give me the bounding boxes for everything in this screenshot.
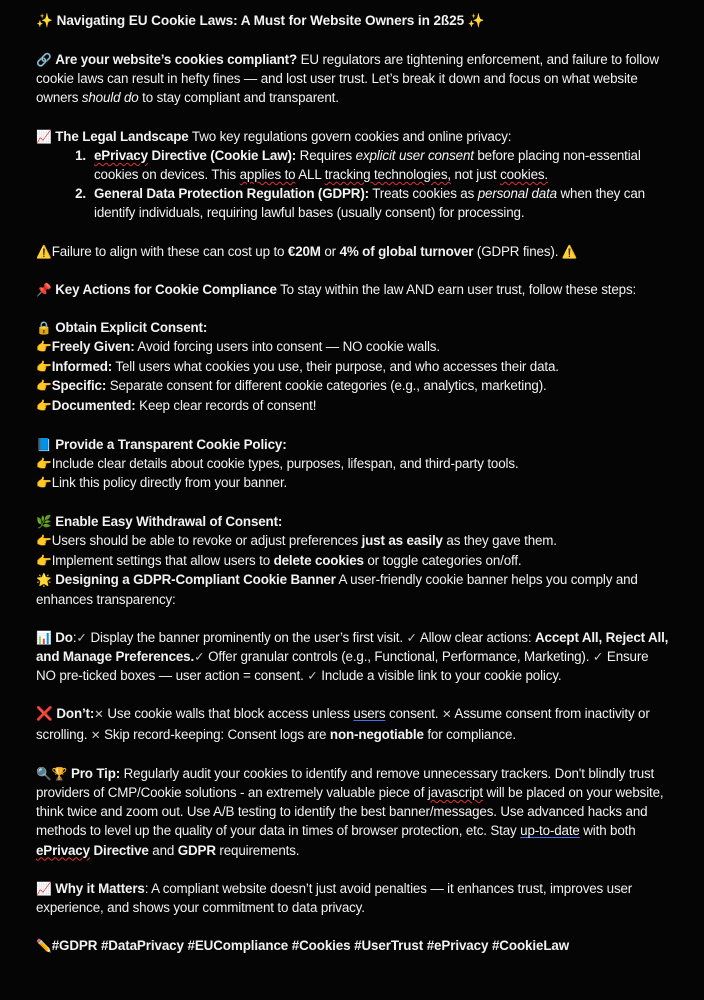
intro-body-2: to stay compliant and transparent. xyxy=(138,90,339,106)
hashtags-text: #GDPR #DataPrivacy #EUCompliance #Cookies #UserTrust #ePrivacy #CookieLaw xyxy=(51,938,570,954)
list-item xyxy=(66,184,670,222)
blue-book-icon: 📘 xyxy=(36,436,52,452)
rule-2-title: General Data Protection Regulation (GDPR): xyxy=(94,186,369,202)
legal-landscape-lead: Two key regulations govern cookies and online privacy: xyxy=(188,128,512,144)
rule-2-text-2: when they can identify individuals, requiring lawful bases (usually consent) for processing. xyxy=(94,186,645,221)
herb-icon: 🌿 xyxy=(36,514,52,529)
do-item-5: Include a visible link to your cookie policy. xyxy=(317,668,562,684)
glowing-star-icon: 🌟 xyxy=(36,572,52,588)
dont-item-1a: Use cookie walls that block access unless xyxy=(103,706,354,722)
why-it-matters-heading: Why it Matters xyxy=(55,880,145,896)
chart-increasing-icon: 📈 xyxy=(36,880,52,896)
pushpin-icon: 📌 xyxy=(36,281,52,297)
policy-item-text: Include clear details about cookie types, purposes, lifespan, and third-party tools. xyxy=(51,455,519,471)
pro-tip-link-uptodate[interactable]: up-to-date xyxy=(520,823,580,839)
rule-1-title-spell: ePrivacy xyxy=(94,147,148,163)
rule-1-title-rest: Directive (Cookie Law): xyxy=(147,147,297,163)
check-icon: ✓ xyxy=(307,668,318,684)
pointing-finger-icon: 👉 xyxy=(36,533,52,549)
key-actions-title: Key Actions for Cookie Compliance xyxy=(55,281,277,297)
hashtags-line xyxy=(36,936,670,955)
warning-icon-right: ⚠️ xyxy=(561,243,578,259)
rule-1-text-4: not just xyxy=(450,167,501,183)
pointing-finger-icon: 👉 xyxy=(36,455,52,471)
list-item xyxy=(36,376,670,396)
list-item xyxy=(36,337,670,357)
check-icon: ✓ xyxy=(76,629,87,645)
pro-tip-label: Pro Tip: xyxy=(70,765,121,781)
rule-1-text-2: before placing non-essential cookies on devices. This xyxy=(94,147,641,183)
list-item xyxy=(66,146,670,184)
check-icon: ✓ xyxy=(194,649,205,664)
intro-lead: Are your website’s cookies compliant? xyxy=(55,52,298,67)
pointing-finger-icon: 👉 xyxy=(36,339,52,355)
pro-tip-spell-javascript: javascript xyxy=(427,785,483,801)
pro-tip-bold-directive: Directive xyxy=(89,842,149,858)
do-colon: : xyxy=(72,629,77,645)
withdrawal-heading-text: Enable Easy Withdrawal of Consent: xyxy=(55,514,283,529)
rule-1-spell-b: tracking technologies, xyxy=(324,167,451,183)
x-icon: ✕ xyxy=(94,707,104,722)
consent-item-text: Avoid forcing users into consent — NO cookie walls. xyxy=(134,339,440,355)
rule-1-text-3: ALL xyxy=(295,167,325,183)
do-paragraph xyxy=(36,628,670,686)
fines-text-3: (GDPR fines). xyxy=(473,243,562,259)
consent-item-text: Keep clear records of consent! xyxy=(135,398,317,414)
pointing-finger-icon: 👉 xyxy=(36,378,52,394)
lock-icon: 🔒 xyxy=(36,320,52,336)
pro-tip-text-5: requirements. xyxy=(215,842,300,858)
dont-item-3b: for compliance. xyxy=(423,726,516,742)
dont-item-2: Assume consent from inactivity or scrolling. xyxy=(36,706,650,742)
pro-tip-text-1: Regularly audit your cookies to identify and remove unnecessary trackers. Don't blindly trust providers of CMP/Cookie solutions - an extremely valuable piece of xyxy=(36,765,655,801)
rule-1-spell-c: cookies. xyxy=(500,167,549,183)
list-item xyxy=(36,551,670,571)
dont-paragraph xyxy=(36,704,670,744)
do-label: Do xyxy=(55,629,73,645)
fines-warning xyxy=(36,242,670,261)
pro-tip-paragraph xyxy=(36,764,670,860)
intro-body-italic: should do xyxy=(81,90,139,106)
intro-body-1: EU regulators are tightening enforcement, and failure to follow cookie laws can result in hefty fines — and lost user trust. Let’s break it down and focus on what website owners xyxy=(36,52,659,106)
chart-increasing-icon: 📈 xyxy=(36,128,52,144)
do-item-2-bold: Accept All, Reject All, and Manage Preferences. xyxy=(36,629,669,664)
page-title xyxy=(36,11,670,31)
dont-item-link[interactable]: users xyxy=(353,706,386,722)
pencil-icon: ✏️ xyxy=(36,938,52,954)
dont-label: Don’t: xyxy=(56,706,95,722)
list-item xyxy=(36,454,670,474)
x-icon: ✕ xyxy=(90,727,101,742)
fines-text-1: Failure to align with these can cost up to xyxy=(51,243,288,259)
warning-icon-left: ⚠️ xyxy=(36,243,52,259)
withdrawal-item-text-2: as they gave them. xyxy=(442,533,557,549)
consent-heading xyxy=(36,318,670,337)
consent-item-text: Tell users what cookies you use, their purpose, and who accesses their data. xyxy=(112,358,559,374)
consent-item-label: Documented: xyxy=(51,398,136,414)
bar-chart-icon: 📊 xyxy=(36,629,52,645)
withdrawal-item-bold: just as easily xyxy=(361,533,443,549)
intro-paragraph xyxy=(36,50,670,108)
legal-landscape-heading xyxy=(36,127,670,146)
consent-item-label: Specific: xyxy=(51,378,107,394)
rule-1-text-1: Requires xyxy=(296,147,356,163)
pro-tip-bold-gdpr: GDPR xyxy=(177,842,216,858)
fines-amount: €20M xyxy=(287,243,321,259)
pro-tip-bold-eprivacy: ePrivacy xyxy=(36,842,90,858)
withdrawal-item-text-2: or toggle categories on/off. xyxy=(363,552,522,568)
policy-heading xyxy=(36,435,670,454)
consent-item-label: Freely Given: xyxy=(51,339,135,355)
trophy-icon: 🏆 xyxy=(51,765,68,781)
key-actions-heading xyxy=(36,280,670,299)
withdrawal-heading xyxy=(36,512,670,531)
x-icon: ✕ xyxy=(441,707,452,722)
page-title-text: Navigating EU Cookie Laws: A Must for Website Owners in 2ß25 xyxy=(56,13,465,28)
do-item-3: Offer granular controls (e.g., Functional, Performance, Marketing). xyxy=(204,649,593,664)
list-item xyxy=(36,357,670,377)
link-icon: 🔗 xyxy=(36,52,52,67)
pointing-finger-icon: 👉 xyxy=(36,475,52,491)
sparkles-icon-right: ✨ xyxy=(467,13,485,29)
consent-item-label: Informed: xyxy=(51,358,113,374)
pro-tip-text-2: will be placed on your website, think twice and zoom out. Use A/B testing to identify the best banner/messages. Use advanced hacks and methods to level up the quality of your data in times of browser protection, etc. Stay xyxy=(36,785,664,839)
dont-item-3-bold: non-negotiable xyxy=(329,726,424,742)
regulations-list xyxy=(36,146,670,223)
sparkles-icon: ✨ xyxy=(36,13,53,29)
pointing-finger-icon: 👉 xyxy=(36,358,52,374)
rule-1-spell-a: applies to xyxy=(239,167,296,183)
check-icon: ✓ xyxy=(592,649,604,664)
policy-heading-text: Provide a Transparent Cookie Policy: xyxy=(55,436,287,452)
pro-tip-text-4: and xyxy=(148,842,178,858)
fines-percent: 4% of global turnover xyxy=(339,243,474,259)
withdrawal-item-text-1: Implement settings that allow users to xyxy=(51,552,274,568)
policy-item-text: Link this policy directly from your banner. xyxy=(51,475,288,491)
banner-heading xyxy=(36,570,670,608)
do-item-2-text: Allow clear actions: xyxy=(417,629,536,645)
why-it-matters-paragraph xyxy=(36,879,670,917)
magnifying-glass-icon: 🔍 xyxy=(36,765,52,781)
dont-item-3a: Skip record-keeping: Consent logs are xyxy=(100,726,330,742)
legal-landscape-title: The Legal Landscape xyxy=(55,128,189,144)
banner-heading-text: Designing a GDPR-Compliant Cookie Banner xyxy=(55,572,336,588)
rule-2-text-1: Treats cookies as xyxy=(368,186,478,202)
do-item-4: Ensure NO pre-ticked boxes — user action = consent. xyxy=(36,649,649,684)
consent-heading-text: Obtain Explicit Consent: xyxy=(55,320,208,336)
fines-text-2: or xyxy=(320,243,340,259)
why-it-matters-text: : A compliant website doesn’t just avoid penalties — it enhances trust, improves user experience, and shows your commitment to data privacy. xyxy=(36,880,633,916)
rule-1-italic: explicit user consent xyxy=(355,147,474,163)
key-actions-lead: To stay within the law AND earn user trust, follow these steps: xyxy=(276,281,637,297)
pro-tip-text-3: with both xyxy=(579,823,636,839)
do-item-1: Display the banner prominently on the user’s first visit. xyxy=(86,629,407,645)
list-item xyxy=(36,531,670,551)
list-item xyxy=(36,396,670,416)
cross-mark-icon: ❌ xyxy=(36,706,53,723)
dont-item-1b: consent. xyxy=(385,706,442,722)
pointing-finger-icon: 👉 xyxy=(36,552,52,568)
pointing-finger-icon: 👉 xyxy=(36,398,52,414)
rule-2-italic: personal data xyxy=(477,186,557,202)
list-item xyxy=(36,473,670,493)
withdrawal-item-text-1: Users should be able to revoke or adjust preferences xyxy=(51,533,362,549)
withdrawal-item-bold: delete cookies xyxy=(273,552,364,568)
banner-lead: A user-friendly cookie banner helps you comply and enhances transparency: xyxy=(36,572,638,607)
check-icon: ✓ xyxy=(406,629,417,645)
consent-item-text: Separate consent for different cookie categories (e.g., analytics, marketing). xyxy=(106,378,547,394)
